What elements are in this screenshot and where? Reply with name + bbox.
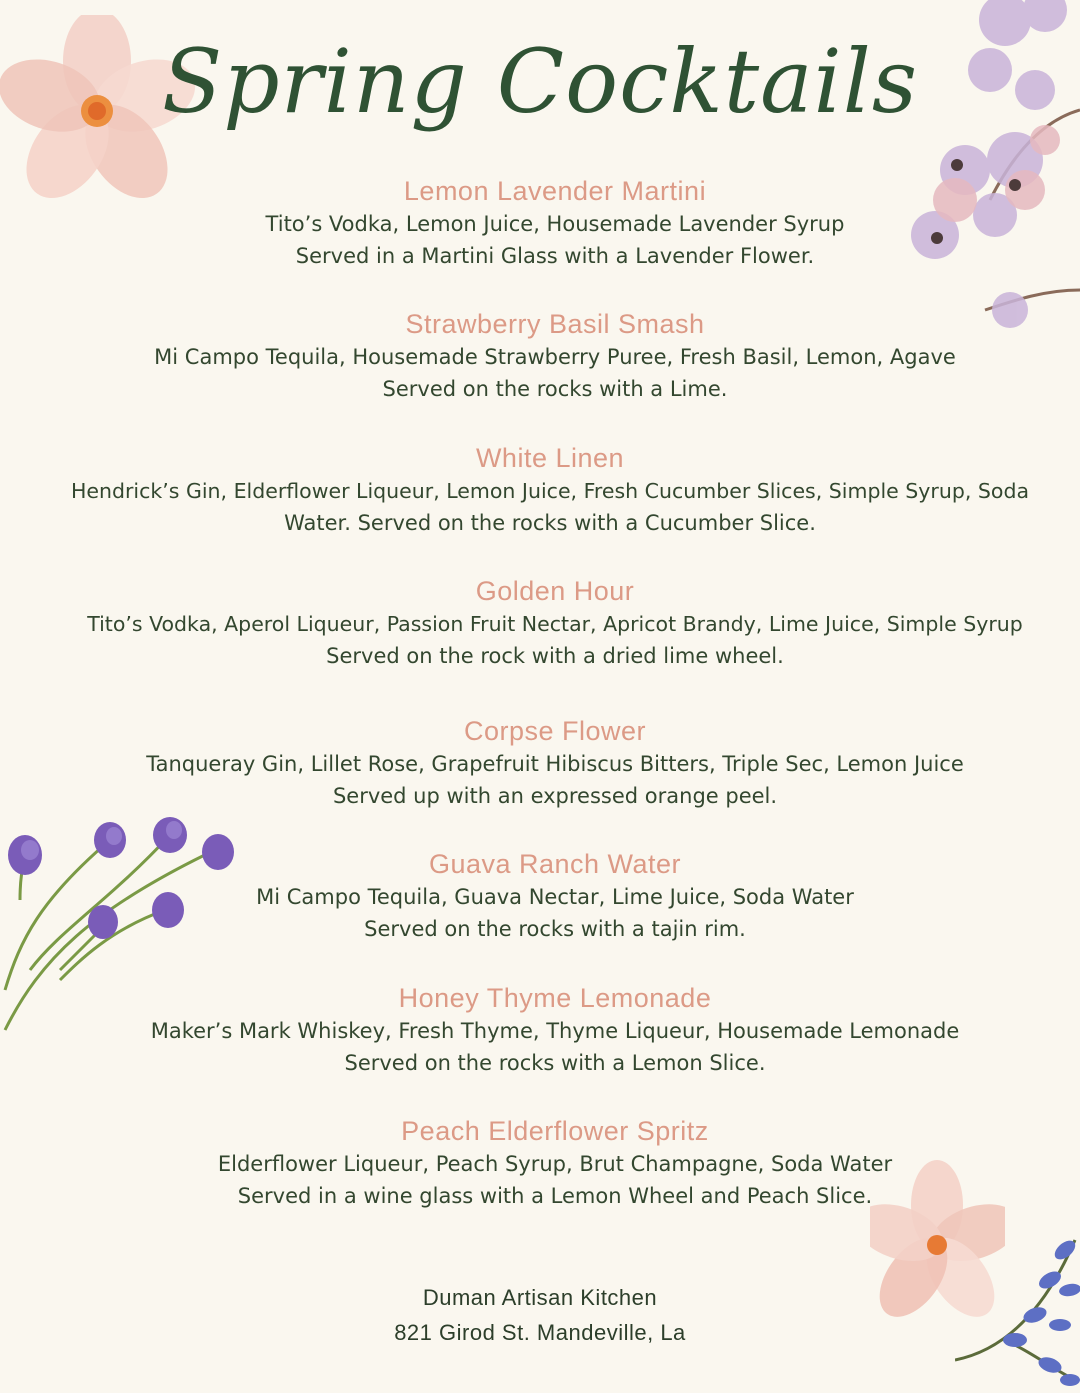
- cocktail-name: Lemon Lavender Martini: [403, 176, 707, 206]
- cocktail-item: [40, 981, 1070, 1079]
- cocktail-name: White Linen: [475, 443, 625, 473]
- cocktail-item: [40, 307, 1070, 405]
- cocktail-serving: Served on the rocks with a Lime.: [382, 377, 728, 401]
- cocktail-item: [40, 1114, 1070, 1212]
- cocktail-name: Golden Hour: [475, 576, 635, 606]
- cocktail-name: Guava Ranch Water: [428, 849, 682, 879]
- cocktail-item: [20, 441, 1080, 539]
- cocktail-serving: Served on the rocks with a tajin rim.: [364, 917, 746, 941]
- restaurant-name: Duman Artisan Kitchen: [422, 1285, 658, 1310]
- cocktail-ingredients: Tito’s Vodka, Lemon Juice, Housemade Lavender Syrup: [265, 212, 845, 236]
- page-title: Spring Cocktails: [161, 30, 918, 133]
- cocktail-name: Honey Thyme Lemonade: [398, 983, 712, 1013]
- cocktail-ingredients: Tanqueray Gin, Lillet Rose, Grapefruit Hibiscus Bitters, Triple Sec, Lemon Juice: [146, 752, 964, 776]
- cocktail-ingredients: Hendrick’s Gin, Elderflower Liqueur, Lemon Juice, Fresh Cucumber Slices, Simple Syrup, Soda: [70, 479, 1030, 503]
- cocktail-serving: Served up with an expressed orange peel.: [332, 784, 778, 808]
- cocktail-item: [30, 574, 1080, 672]
- cocktail-name: Strawberry Basil Smash: [405, 309, 705, 339]
- cocktail-serving: Served on the rock with a dried lime wheel.: [326, 644, 784, 668]
- restaurant-address: 821 Girod St. Mandeville, La: [394, 1320, 686, 1345]
- cocktail-item: [40, 714, 1070, 812]
- cocktail-name: Corpse Flower: [463, 716, 647, 746]
- cocktail-serving: Served in a wine glass with a Lemon Wheel and Peach Slice.: [237, 1184, 873, 1208]
- restaurant-footer: [0, 1280, 1080, 1350]
- cocktail-ingredients: Mi Campo Tequila, Guava Nectar, Lime Juice, Soda Water: [256, 885, 854, 909]
- cocktail-serving: Served on the rocks with a Lemon Slice.: [344, 1051, 766, 1075]
- cocktail-ingredients: Tito’s Vodka, Aperol Liqueur, Passion Fruit Nectar, Apricot Brandy, Lime Juice, Simple Syrup: [87, 612, 1023, 636]
- cocktail-ingredients: Maker’s Mark Whiskey, Fresh Thyme, Thyme Liqueur, Housemade Lemonade: [150, 1019, 960, 1043]
- cocktail-item: [40, 174, 1070, 272]
- cocktail-ingredients: Mi Campo Tequila, Housemade Strawberry Puree, Fresh Basil, Lemon, Agave: [154, 345, 956, 369]
- cocktail-name: Peach Elderflower Spritz: [401, 1116, 709, 1146]
- cocktail-item: [40, 847, 1070, 945]
- cocktail-serving: Served in a Martini Glass with a Lavender Flower.: [295, 244, 815, 268]
- cocktail-ingredients: Elderflower Liqueur, Peach Syrup, Brut Champagne, Soda Water: [217, 1152, 893, 1176]
- cocktail-serving: Water. Served on the rocks with a Cucumber Slice.: [284, 511, 816, 535]
